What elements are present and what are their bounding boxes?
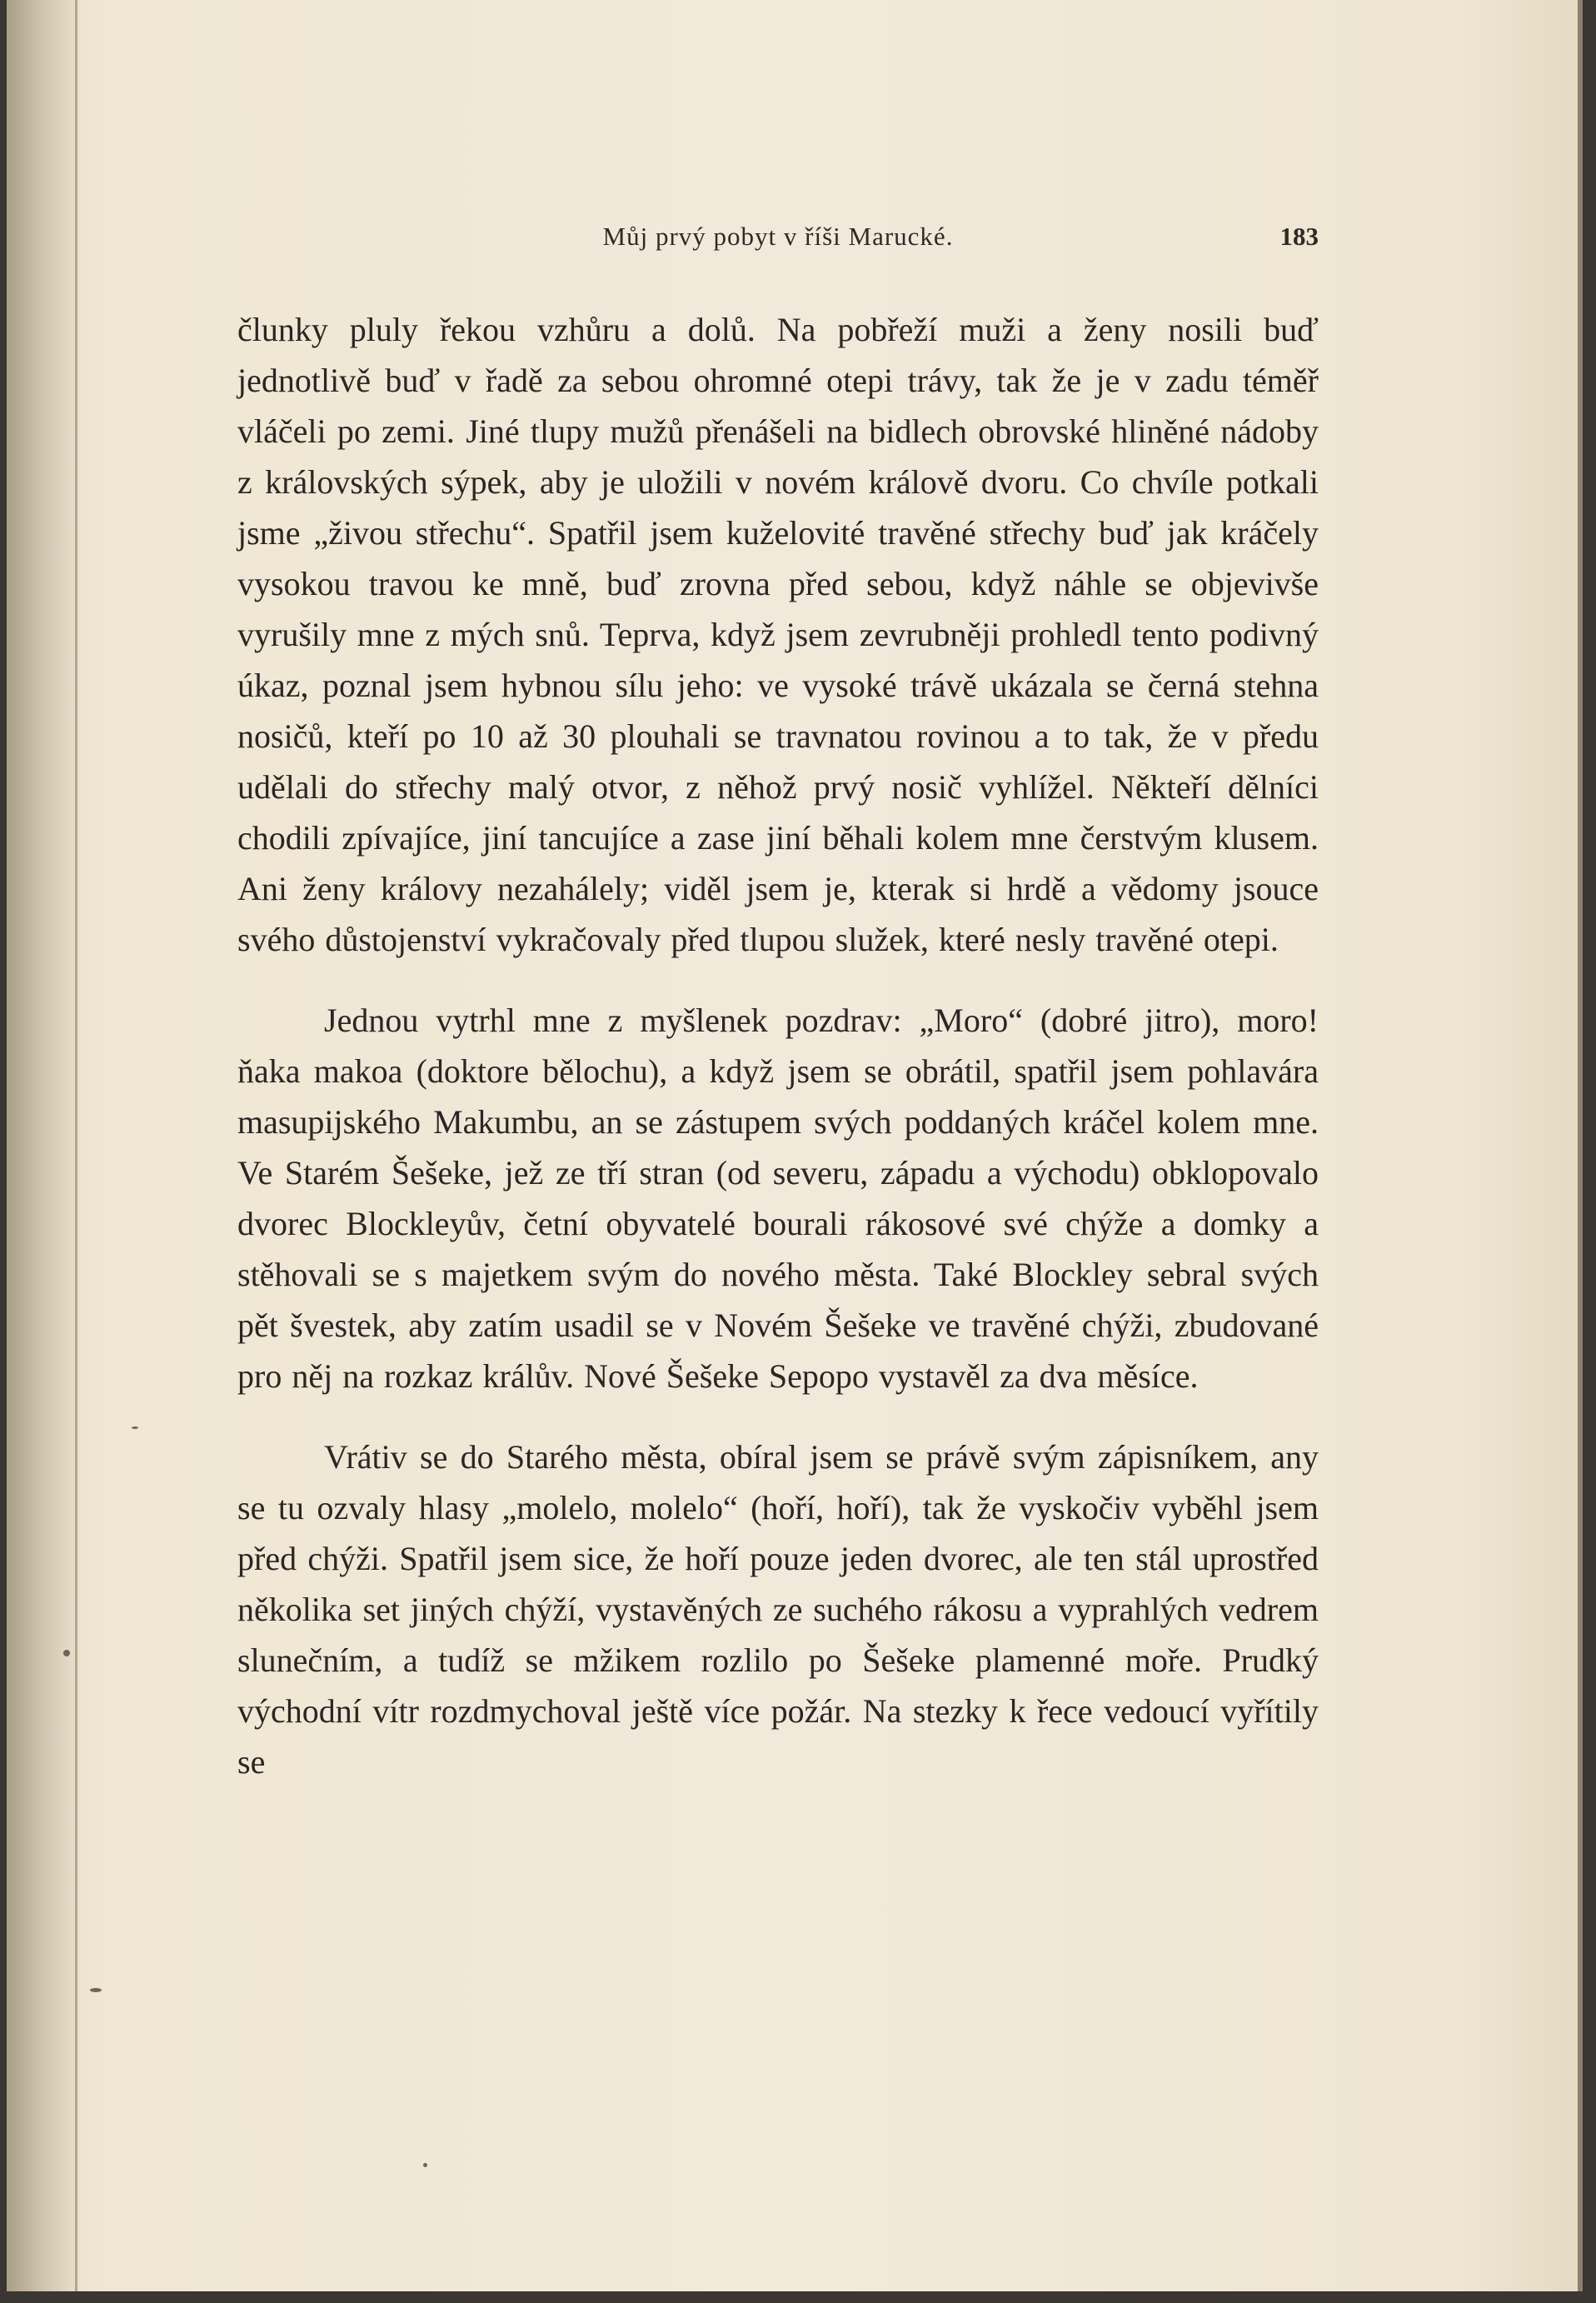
binding-edge bbox=[75, 0, 77, 2291]
running-title: Můj prvý pobyt v říši Marucké. bbox=[602, 222, 954, 251]
body-text bbox=[237, 304, 1319, 1817]
margin-speck bbox=[90, 1988, 102, 1992]
margin-speck bbox=[132, 1426, 138, 1429]
margin-speck bbox=[423, 2163, 427, 2167]
page-right-edge bbox=[1578, 0, 1583, 2291]
paragraph-2: Jednou vytrhl mne z myšlenek pozdrav: „Moro“ (dobré jitro), moro! ňaka makoa (doktore bělochu), a když jsem se obrátil, spatřil jsem pohlavára masupijského Makumbu, an se zástupem svých poddaných kráčel kolem mne. Ve Starém Šešeke, jež ze tří stran (od severu, západu a východu) obklopovalo dvorec Blockleyův, četní obyvatelé bourali rákosové své chýže a domky a stěhovali se s majetkem svým do nového města. Také Blockley sebral svých pět švestek, aby zatím usadil se v Novém Šešeke ve travěné chýži, zbudované pro něj na rozkaz králův. Nové Šešeke Sepopo vystavěl za dva měsíce. bbox=[237, 1002, 1319, 1395]
paragraph-3: Vrátiv se do Starého města, obíral jsem se právě svým zápisníkem, any se tu ozvaly hlasy „molelo, molelo“ (hoří, hoří), tak že vyskočiv vyběhl jsem před chýži. Spatřil jsem sice, že hoří pouze jeden dvorec, ale ten stál uprostřed několika set jiných chýží, vystavěných ze suchého rákosu a vyprahlých vedrem slunečním, a tudíž se mžikem rozlilo po Šešeke plamenné moře. Prudký východní vítr rozdmychoval ještě více požár. Na stezky k řece vedoucí vyřítily se bbox=[237, 1438, 1319, 1781]
page-number: 183 bbox=[1279, 222, 1319, 251]
book-page bbox=[7, 0, 1583, 2291]
page-header bbox=[237, 222, 1319, 263]
gutter-shadow bbox=[7, 0, 82, 2291]
paragraph-1: člunky pluly řekou vzhůru a dolů. Na pobřeží muži a ženy nosili buď jednotlivě buď v řadě za sebou ohromné otepi trávy, tak že je v zadu téměř vláčeli po zemi. Jiné tlupy mužů přenášeli na bidlech obrovské hliněné nádoby z královských sýpek, aby je uložili v novém králově dvoru. Co chvíle potkali jsme „živou střechu“. Spatřil jsem kuželovité travěné střechy buď jak kráčely vysokou travou ke mně, buď zrovna před sebou, když náhle se objevivše vyrušily mne z mých snů. Teprva, když jsem zevrubněji prohledl tento podivný úkaz, poznal jsem hybnou sílu jeho: ve vysoké trávě ukázala se černá stehna nosičů, kteří po 10 až 30 plouhali se travnatou rovinou a to tak, že v předu udělali do střechy malý otvor, z něhož prvý nosič vyhlížel. Někteří dělníci chodili zpívajíce, jiní tancujíce a zase jiní běhali kolem mne čerstvým klusem. Ani ženy královy nezahálely; viděl jsem je, kterak si hrdě a vědomy jsouce svého důstojenství vykračovaly před tlupou služek, které nesly travěné otepi. bbox=[237, 311, 1319, 958]
margin-speck bbox=[63, 1650, 70, 1656]
